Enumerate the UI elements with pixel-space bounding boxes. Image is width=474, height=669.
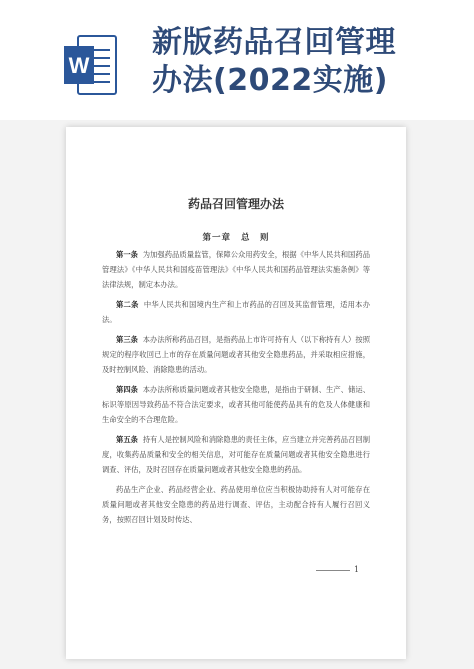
article-paragraph <box>102 432 370 477</box>
title-line-1: 新版药品召回管理 <box>152 25 396 60</box>
article-heading: 第五条 <box>116 435 138 444</box>
word-document-icon <box>64 34 118 96</box>
title-line-2: 办法(2022实施) <box>152 63 388 98</box>
chapter-heading <box>66 231 406 243</box>
article-text: 为加强药品质量监管，保障公众用药安全，根据《中华人民共和国药品管理法》《中华人民共和国疫苗管理法》《中华人民共和国药品管理法实施条例》等法律法规，制定本办法。 <box>102 250 371 289</box>
svg-text:W: W <box>68 53 90 78</box>
article-paragraph <box>102 332 370 377</box>
article-text: 中华人民共和国境内生产和上市药品的召回及其监督管理，适用本办法。 <box>102 300 371 324</box>
chapter-name: 总 则 <box>240 233 270 243</box>
article-text: 持有人是控制风险和消除隐患的责任主体，应当建立并完善药品召回制度，收集药品质量和安全的相关信息，对可能存在质量问题或者其他安全隐患进行调查、评估，及时召回存在质量问题或者其他安全隐患的药品。 <box>102 435 371 474</box>
article-paragraph <box>102 482 370 527</box>
page-title <box>152 24 462 100</box>
article-paragraph <box>102 382 370 427</box>
page-number <box>316 565 359 574</box>
article-heading: 第二条 <box>116 300 139 309</box>
document-title: 药品召回管理办法 <box>187 197 284 211</box>
article-paragraph <box>102 297 370 327</box>
header-banner <box>0 0 474 120</box>
document-page <box>66 127 406 659</box>
article-text: 本办法所称药品召回，是指药品上市许可持有人（以下称持有人）按照规定的程序收回已上市的存在质量问题或者其他安全隐患药品，并采取相应措施，及时控制风险、消除隐患的活动。 <box>102 335 371 374</box>
article-text: 本办法所称质量问题或者其他安全隐患，是指由于研制、生产、储运、标识等原因导致药品不符合法定要求，或者其他可能使药品具有的危及人体健康和生命安全的不合理危险。 <box>102 385 371 424</box>
article-heading: 第四条 <box>116 385 138 394</box>
chapter-label: 第一章 <box>202 233 232 243</box>
page-number-value: 1 <box>354 565 360 574</box>
article-text: 药品生产企业、药品经营企业、药品使用单位应当积极协助持有人对可能存在质量问题或者其他安全隐患的药品进行调查、评估，主动配合持有人履行召回义务，按照召回计划及时传达、 <box>102 485 370 524</box>
document-body <box>102 247 370 532</box>
article-heading: 第三条 <box>116 335 138 344</box>
article-paragraph <box>102 247 370 292</box>
article-heading: 第一条 <box>116 250 138 259</box>
footer-rule <box>316 570 350 571</box>
